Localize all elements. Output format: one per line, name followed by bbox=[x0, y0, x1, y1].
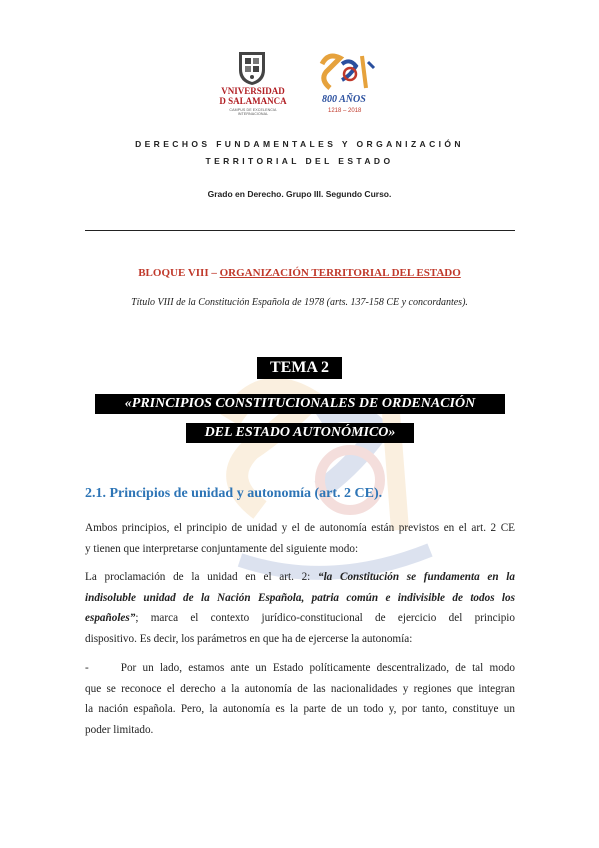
anniversary-years: 800 AÑOS bbox=[322, 94, 366, 105]
bloque-prefix: BLOQUE VIII – bbox=[138, 267, 220, 279]
anniversary-logo bbox=[316, 50, 380, 120]
constitution-quote: “la Constitución se fundamenta en la bbox=[317, 571, 515, 583]
paragraph-line: y tienen que interpretarse conjuntamente del siguiente modo: bbox=[85, 542, 359, 555]
tema-title-line-2: DEL ESTADO AUTONÓMICO» bbox=[186, 423, 414, 443]
paragraph-3 bbox=[85, 658, 515, 740]
bloque-subtitle: Título VIII de la Constitución Española de 1978 (arts. 137-158 CE y concordantes). bbox=[131, 297, 468, 308]
university-tagline: CAMPUS DE EXCELENCIA INTERNACIONAL bbox=[229, 108, 277, 116]
university-logo bbox=[218, 50, 288, 122]
paragraph-line: Ambos principios, el principio de unidad y el de autonomía están previstos en el art. 2 CE bbox=[85, 522, 515, 534]
university-name: VNIVERSIDAD D SALAMANCA bbox=[219, 86, 287, 106]
constitution-quote: indisoluble unidad de la Nación Española, patria común e indivisible de todos los bbox=[85, 591, 515, 604]
paragraph-line bbox=[85, 608, 515, 629]
bloque-title: ORGANIZACIÓN TERRITORIAL DEL ESTADO bbox=[219, 267, 461, 279]
paragraph-line bbox=[85, 567, 515, 588]
text-run: ; marca el contexto jurídico-constitucional de ejercicio del principio bbox=[135, 612, 515, 624]
paragraph-line: que se reconoce el derecho a la autonomía de las nacionalidades y regiones que integran bbox=[85, 682, 515, 695]
text-run: La proclamación de la unidad en el art. 2: bbox=[85, 571, 318, 583]
list-dash: - bbox=[85, 662, 89, 674]
section-heading: 2.1. Principios de unidad y autonomía (art. 2 CE). bbox=[85, 486, 383, 501]
degree-line: Grado en Derecho. Grupo III. Segundo Curso. bbox=[207, 189, 392, 199]
paragraph-line bbox=[85, 658, 515, 679]
anniversary-emblem-icon bbox=[316, 50, 380, 94]
university-crest-icon bbox=[237, 50, 267, 86]
paragraph-line: poder limitado. bbox=[85, 723, 154, 736]
course-title-line-2: TERRITORIAL DEL ESTADO bbox=[205, 156, 394, 166]
paragraph-line: dispositivo. Es decir, los parámetros en que ha de ejercerse la autonomía: bbox=[85, 632, 413, 645]
text-run: Por un lado, estamos ante un Estado políticamente descentralizado, de tal modo bbox=[120, 662, 515, 674]
paragraph-2 bbox=[85, 567, 515, 649]
tema-title-line-1: «PRINCIPIOS CONSTITUCIONALES DE ORDENACIÓN bbox=[95, 394, 505, 414]
paragraph-line: la nación española. Pero, la autonomía es la parte de un todo y, por tanto, constituye un bbox=[85, 703, 515, 715]
tema-label: TEMA 2 bbox=[257, 357, 342, 379]
paragraph-1 bbox=[85, 518, 515, 559]
bloque-heading bbox=[0, 267, 599, 279]
anniversary-dates: 1218 – 2018 bbox=[328, 108, 362, 114]
header-divider bbox=[85, 230, 515, 231]
course-title-line-1: DERECHOS FUNDAMENTALES Y ORGANIZACIÓN bbox=[135, 139, 464, 149]
constitution-quote: españoles” bbox=[85, 612, 136, 624]
